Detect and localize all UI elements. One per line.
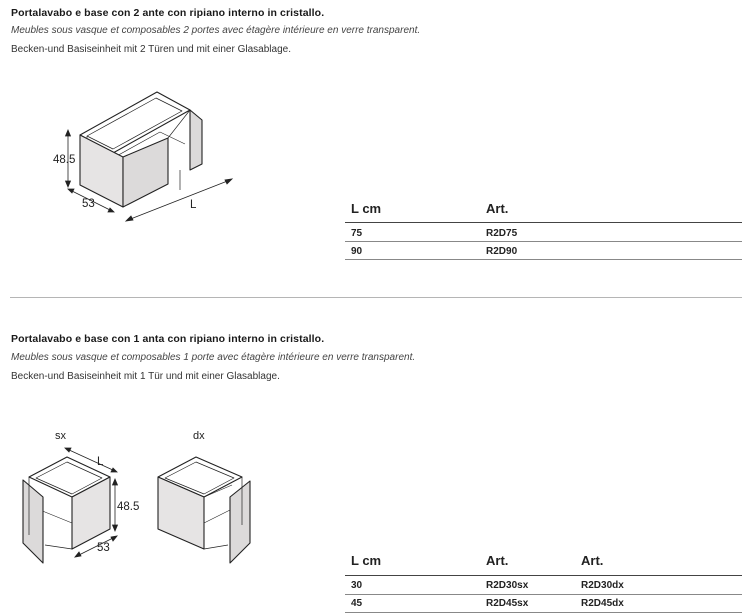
table2-row1-article-dx: R2D30dx [581, 580, 624, 591]
sx-length-dimension-label: L [97, 456, 104, 468]
table2-header-article-dx: Art. [581, 553, 604, 568]
dx-caption: dx [193, 430, 205, 442]
section2-german-description: Becken-und Basiseinheit mit 1 Tür und mit einer Glasablage. [11, 371, 280, 382]
single-door-cabinet-dx-drawing [152, 425, 262, 570]
table2-row1-article-sx: R2D30sx [486, 580, 529, 591]
section-separator [10, 297, 742, 298]
section1-german-description: Becken-und Basiseinheit mit 2 Türen und mit einer Glasablage. [11, 44, 291, 55]
table2-bottom-rule [345, 612, 742, 613]
table1-bottom-rule [345, 259, 742, 260]
table1-header-rule [345, 222, 742, 223]
table2-header-article-sx: Art. [486, 553, 509, 568]
height-dimension-label: 48.5 [53, 154, 76, 166]
table2-row2-article-dx: R2D45dx [581, 598, 624, 609]
section2-title: Portalavabo e base con 1 anta con ripiano interno in cristallo. [11, 333, 325, 345]
table1-row1-article: R2D75 [486, 228, 518, 239]
table2-row-divider [345, 594, 742, 595]
section1-title: Portalavabo e base con 2 ante con ripiano interno in cristallo. [11, 7, 325, 19]
length-dimension-label: L [190, 199, 197, 211]
table2-header-rule [345, 575, 742, 576]
table1-header-article: Art. [486, 201, 509, 216]
table2-row1-length: 30 [351, 580, 363, 591]
table1-row2-article: R2D90 [486, 246, 518, 257]
section1-french-description: Meubles sous vasque et composables 2 portes avec étagère intérieure en verre transparent. [11, 25, 421, 36]
table2-row2-article-sx: R2D45sx [486, 598, 529, 609]
table2-row2-length: 45 [351, 598, 363, 609]
depth-dimension-label: 53 [82, 198, 95, 210]
table1-header-length: L cm [351, 201, 382, 216]
table2-header-length: L cm [351, 553, 382, 568]
section2-french-description: Meubles sous vasque et composables 1 porte avec étagère intérieure en verre transparent. [11, 352, 416, 363]
table1-row2-length: 90 [351, 246, 363, 257]
table1-row1-length: 75 [351, 228, 363, 239]
sx-height-dimension-label: 48.5 [117, 501, 140, 513]
sx-caption: sx [55, 430, 66, 442]
single-door-cabinet-sx-drawing [15, 425, 150, 570]
sx-depth-dimension-label: 53 [97, 542, 110, 554]
two-door-cabinet-drawing [40, 80, 260, 240]
table1-row-divider [345, 241, 742, 242]
